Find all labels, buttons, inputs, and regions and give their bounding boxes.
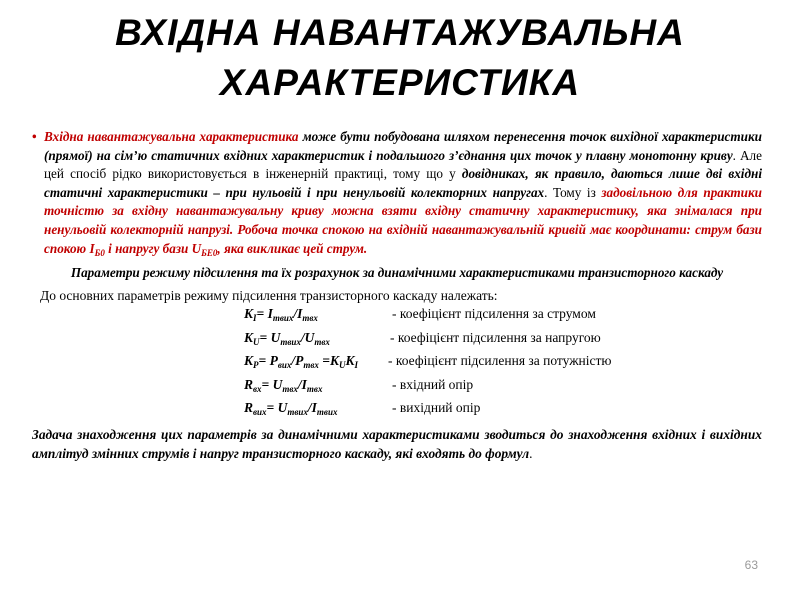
term-highlight: Вхідна навантажувальна характеристика xyxy=(44,129,299,144)
formula-description: - вхідний опір xyxy=(392,376,474,392)
paragraph-highlight: задовільною для практики точністю за вхідну навантажувальну криву можна взяти вхідну статичну характеристику, яка знімалася при ненульовій колекторній напрузі. Робоча точка спокою на вхідній навантажувальній кривій має координати: струм бази спокою I xyxy=(44,184,763,256)
slide-title xyxy=(0,8,800,108)
formula-row xyxy=(32,305,762,329)
formula: $K_I= I_{твих}/I_{твх}$ xyxy=(244,306,318,324)
params-heading: Параметри режиму підсилення та їх розрахунок за динамічними характеристиками транзисторного каскаду xyxy=(70,265,724,281)
paragraph-text: може бути побудована шляхом перенесення точок вихідної характеристики (прямої) на сім’ю статичних вхідних характеристик і подальшого з’єднання цих точок у плавну монотонну криву xyxy=(44,129,763,163)
slide-body xyxy=(32,128,762,464)
subscript: Б0 xyxy=(94,247,105,258)
page-number: 63 xyxy=(744,558,758,572)
subscript: БЕ0 xyxy=(201,247,218,258)
formula: $K_U= U_{твих}/U_{твх}$ xyxy=(244,329,330,347)
paragraph-highlight: , яка викликає цей струм. xyxy=(217,240,368,256)
formula-row xyxy=(32,352,762,376)
formula-row xyxy=(32,399,762,423)
formula-description: - коефіцієнт підсилення за потужністю xyxy=(388,353,612,369)
formula: $R_{вих}= U_{твих}/I_{твих}$ xyxy=(244,400,338,418)
formula-description: - коефіцієнт підсилення за струмом xyxy=(392,306,596,322)
formula: $K_P= P_{вих}/P_{твх} =K_UK_I$ xyxy=(244,353,359,371)
intro-paragraph xyxy=(32,128,762,262)
paragraph-highlight: і напругу бази U xyxy=(104,240,202,256)
formula-row xyxy=(32,376,762,400)
formula-description: - вихідний опір xyxy=(392,400,481,416)
title-line-2: ХАРАКТЕРИСТИКА xyxy=(219,62,581,103)
title-line-1: ВХІДНА НАВАНТАЖУВАЛЬНА xyxy=(115,12,685,53)
formula-description: - коефіцієнт підсилення за напругою xyxy=(390,329,601,345)
lead-text: До основних параметрів режиму підсилення транзисторного каскаду належать: xyxy=(40,287,498,303)
paragraph-text: довідниках, як правило, даються лише дві вхідні статичні характеристики – при нульовій і при ненульовій колекторних напругах xyxy=(44,166,762,200)
formula-list xyxy=(32,305,762,423)
paragraph-text: . Але цей спосіб рідко використовується в інженерній практиці, тому що у xyxy=(44,147,762,182)
bullet-icon: • xyxy=(32,129,37,144)
formula: $R_{вх}= U_{твх}/I_{твх}$ xyxy=(244,376,323,394)
paragraph-text: . Тому із xyxy=(544,184,602,200)
closing-paragraph: Задача знаходження цих параметрів за динамічними характеристиками зводиться до знаходження вхідних і вихідних амплітуд змінних струмів і напруг транзисторного каскаду, які входять до формул. xyxy=(32,426,762,462)
formula-row xyxy=(32,329,762,353)
